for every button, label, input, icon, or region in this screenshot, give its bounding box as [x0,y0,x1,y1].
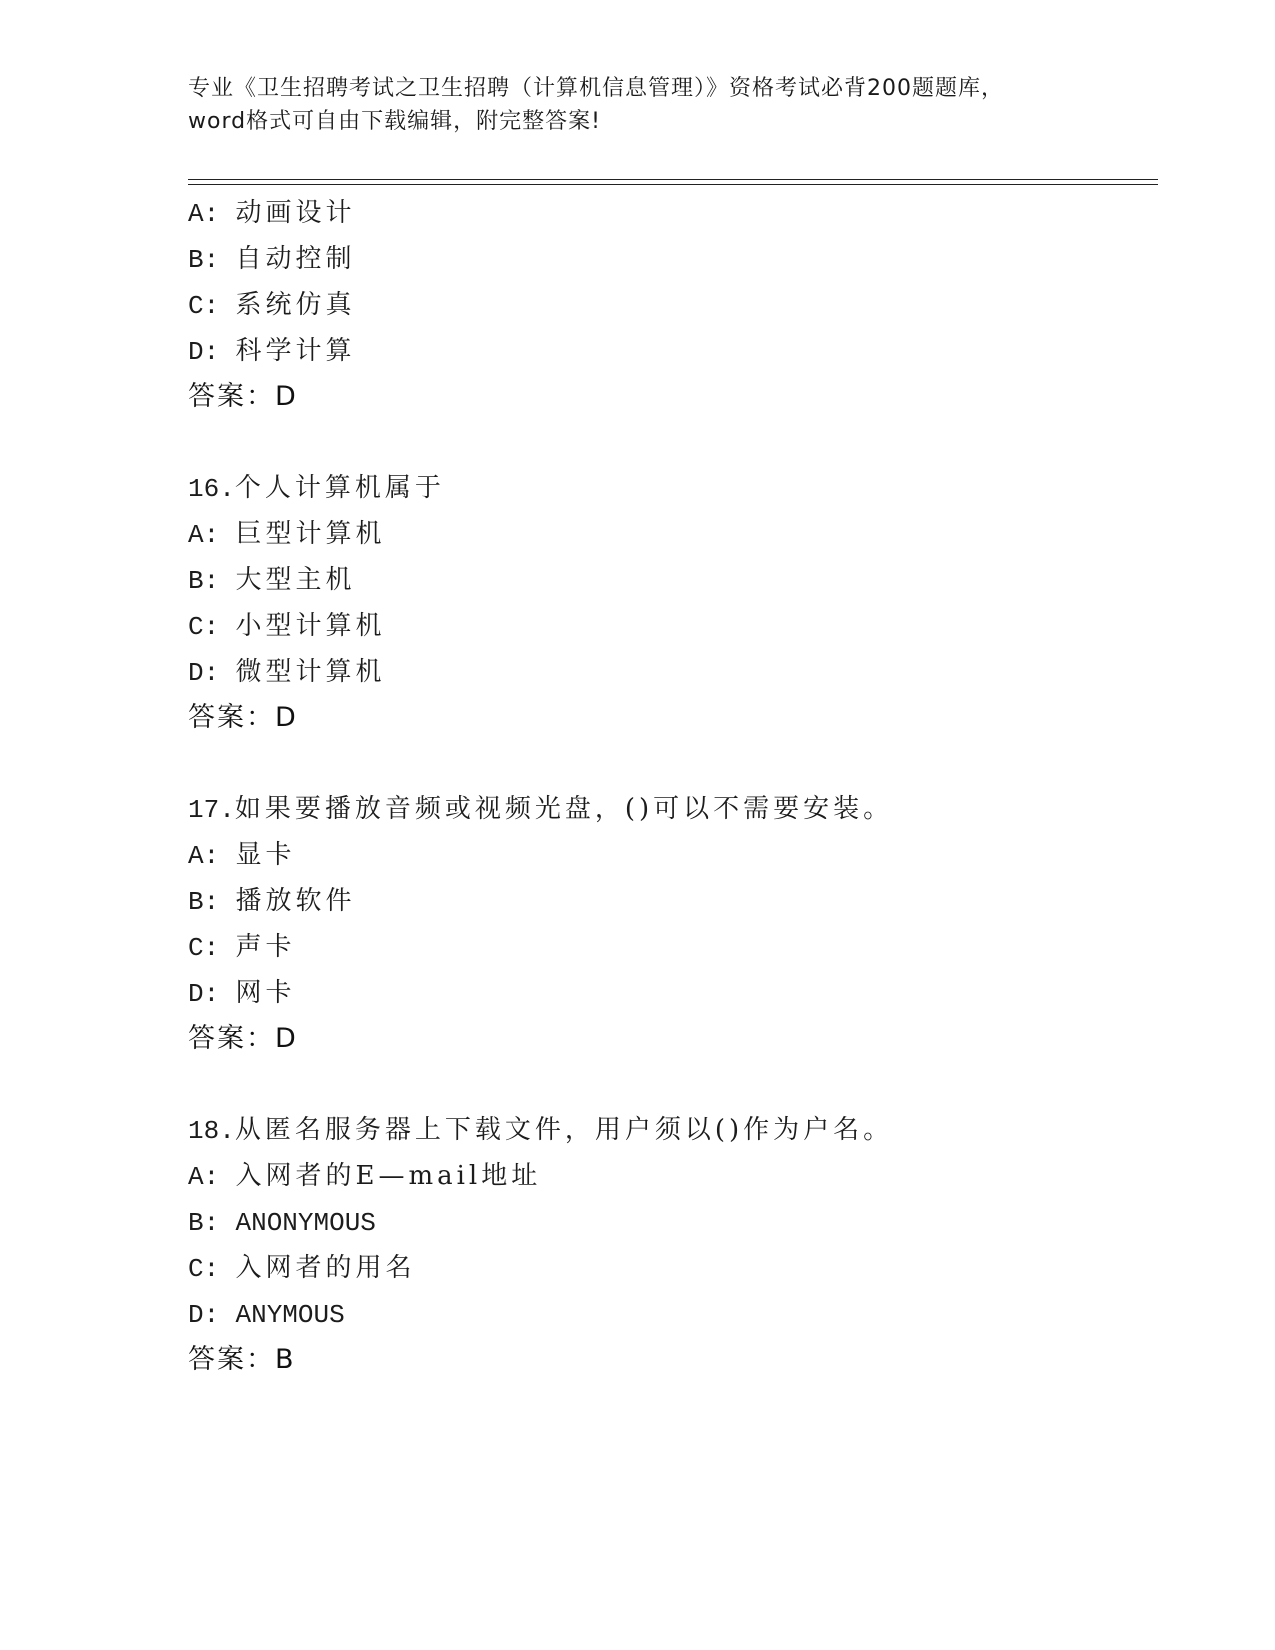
option-label: D: [188,979,220,1009]
q17-question [188,786,1128,832]
q15-option-a [188,190,1128,236]
option-label: A: [188,199,220,229]
q17-option-d [188,970,1128,1016]
q18-option-b [188,1199,1128,1245]
q18-question [188,1107,1128,1153]
option-label: C: [188,933,220,963]
q17-answer: 答案：D [188,1023,298,1054]
q16-question [188,465,1128,511]
option-text: 入网者的用名 [235,1253,416,1283]
header-line-2: word格式可自由下载编辑，附完整答案! [188,109,601,134]
question-text: 如果要播放音频或视频光盘，()可以不需要安装。 [234,794,894,824]
option-label: A: [188,520,220,550]
q18-answer: 答案：B [188,1344,296,1375]
header-divider-top [188,179,1158,180]
option-text: 大型主机 [235,565,356,595]
q17-option-b [188,878,1128,924]
option-text: 显卡 [235,840,296,870]
option-text: 网卡 [235,978,296,1008]
option-label: B: [188,245,220,275]
option-text: ANONYMOUS [235,1208,376,1238]
option-text: 动画设计 [235,198,356,228]
header-line-1: 专业《卫生招聘考试之卫生招聘（计算机信息管理）》资格考试必背200题题库， [188,76,1004,101]
option-text: 科学计算 [235,336,356,366]
question-spacer [188,741,1128,786]
option-text: 声卡 [235,932,296,962]
option-text: 小型计算机 [235,611,386,641]
question-spacer [188,420,1128,465]
option-label: D: [188,337,220,367]
option-text: ANYMOUS [235,1300,345,1330]
q17-option-c [188,924,1128,970]
option-label: B: [188,566,220,596]
q16-option-b [188,557,1128,603]
question-text: 个人计算机属于 [234,473,445,503]
option-text: 播放软件 [235,886,356,916]
option-text: 微型计算机 [235,657,386,687]
option-text: 入网者的E—mail地址 [235,1161,542,1191]
option-label: B: [188,887,220,917]
q15-option-d [188,328,1128,374]
option-text: 系统仿真 [235,290,356,320]
question-text: 从匿名服务器上下载文件，用户须以()作为户名。 [234,1115,894,1145]
q16-option-d [188,649,1128,695]
question-number: 18. [188,1116,235,1146]
q15-option-c [188,282,1128,328]
header-divider-bottom [188,184,1158,185]
q15-option-b [188,236,1128,282]
q16-answer: 答案：D [188,702,298,733]
question-list [188,190,1128,1383]
option-label: D: [188,658,220,688]
option-label: C: [188,291,220,321]
question-number: 16. [188,474,235,504]
q18-option-c [188,1245,1128,1291]
option-text: 自动控制 [235,244,356,274]
q17-option-a [188,832,1128,878]
q16-option-a [188,511,1128,557]
question-number: 17. [188,795,235,825]
option-label: B: [188,1208,220,1238]
option-label: C: [188,1254,220,1284]
q18-option-a [188,1153,1128,1199]
q15-answer: 答案：D [188,381,298,412]
option-label: A: [188,841,220,871]
document-header [188,72,1108,138]
option-text: 巨型计算机 [235,519,386,549]
q18-option-d [188,1291,1128,1337]
option-label: C: [188,612,220,642]
q16-option-c [188,603,1128,649]
option-label: A: [188,1162,220,1192]
option-label: D: [188,1300,220,1330]
question-spacer [188,1062,1128,1107]
